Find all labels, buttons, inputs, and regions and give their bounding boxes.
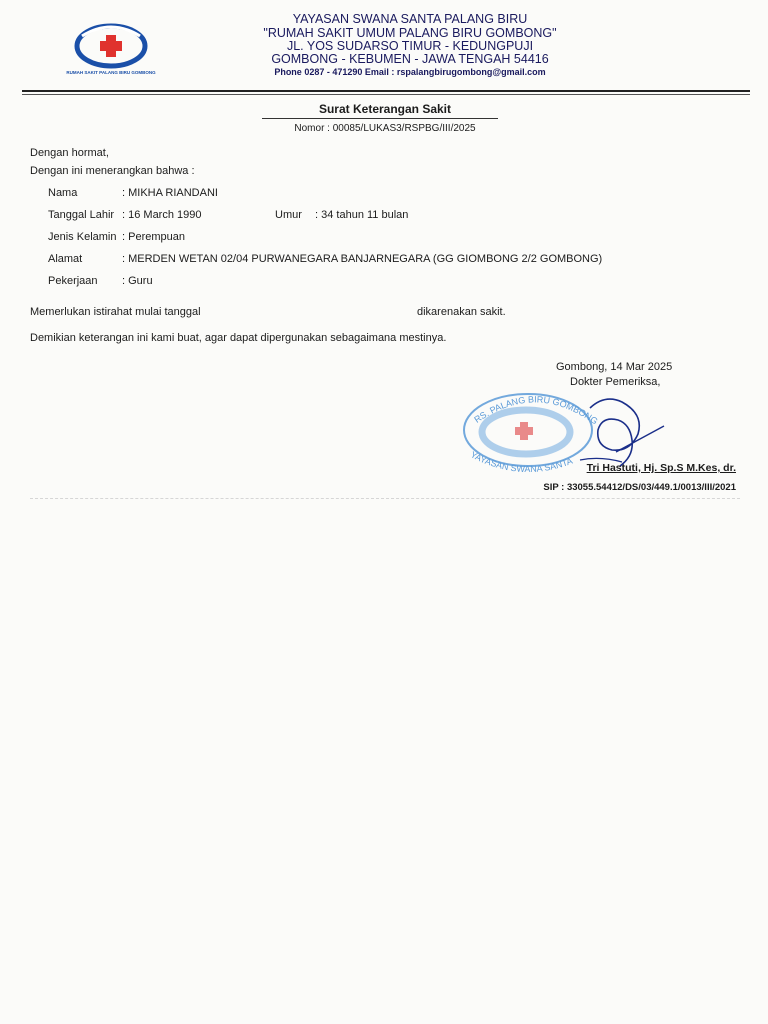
stamp-top-text: RS. PALANG BIRU GOMBONG <box>472 394 600 427</box>
hospital-city: GOMBONG - KEBUMEN - JAWA TENGAH 54416 <box>271 52 549 66</box>
document-number: Nomor : 00085/LUKAS3/RSPBG/III/2025 <box>294 123 476 134</box>
field-age-label: Umur <box>275 209 302 221</box>
field-name-label: Nama <box>48 187 78 199</box>
field-gender-label: Jenis Kelamin <box>48 231 117 243</box>
field-address <box>48 253 602 265</box>
handwritten-signature-icon <box>560 390 670 470</box>
title-underline <box>262 118 498 119</box>
hospital-contact: Phone 0287 - 471290 Email : rspalangbirugombong@gmail.com <box>274 67 546 77</box>
scan-artifact-line <box>30 498 740 499</box>
foundation-name: YAYASAN SWANA SANTA PALANG BIRU <box>292 12 528 26</box>
field-gender-value: : Perempuan <box>122 231 185 243</box>
field-address-value: : MERDEN WETAN 02/04 PURWANEGARA BANJARNEGARA (GG GIOMBONG 2/2 GOMBONG) <box>122 253 603 265</box>
doctor-name: Tri Hastuti, Hj. Sp.S M.Kes, dr. <box>586 462 736 474</box>
closing-statement: Demikian keterangan ini kami buat, agar dapat dipergunakan sebagaimana mestinya. <box>30 332 447 344</box>
doctor-sip: SIP : 33055.54412/DS/03/449.1/0013/III/2021 <box>543 482 736 493</box>
logo-caption: RUMAH SAKIT PALANG BIRU GOMBONG <box>66 70 156 75</box>
document-title: Surat Keterangan Sakit <box>318 102 452 116</box>
field-dob-value: : 16 March 1990 <box>122 209 202 221</box>
field-age-value: : 34 tahun 11 bulan <box>315 209 409 221</box>
field-dob <box>48 209 202 221</box>
rest-statement: Memerlukan istirahat mulai tanggal <box>30 306 201 318</box>
signature-role: Dokter Pemeriksa, <box>570 376 661 388</box>
field-job-value: : Guru <box>122 275 153 287</box>
field-job-label: Pekerjaan <box>48 275 98 287</box>
header-divider-thin <box>22 94 750 95</box>
field-gender <box>48 231 185 243</box>
field-address-label: Alamat <box>48 253 83 265</box>
field-name <box>48 187 218 199</box>
intro-text: Dengan ini menerangkan bahwa : <box>30 165 195 177</box>
rest-reason: dikarenakan sakit. <box>417 306 506 318</box>
hospital-name: "RUMAH SAKIT UMUM PALANG BIRU GOMBONG" <box>263 26 557 40</box>
greeting: Dengan hormat, <box>30 147 109 159</box>
hospital-street: JL. YOS SUDARSO TIMUR - KEDUNGPUJI <box>286 39 534 53</box>
field-dob-label: Tanggal Lahir <box>48 209 115 221</box>
field-name-value: : MIKHA RIANDANI <box>122 187 218 199</box>
stamp-bottom-text: YAYASAN SWANA SANTA <box>468 449 574 475</box>
field-job <box>48 275 153 287</box>
signature-place-date: Gombong, 14 Mar 2025 <box>556 361 673 373</box>
header-divider <box>22 90 750 92</box>
